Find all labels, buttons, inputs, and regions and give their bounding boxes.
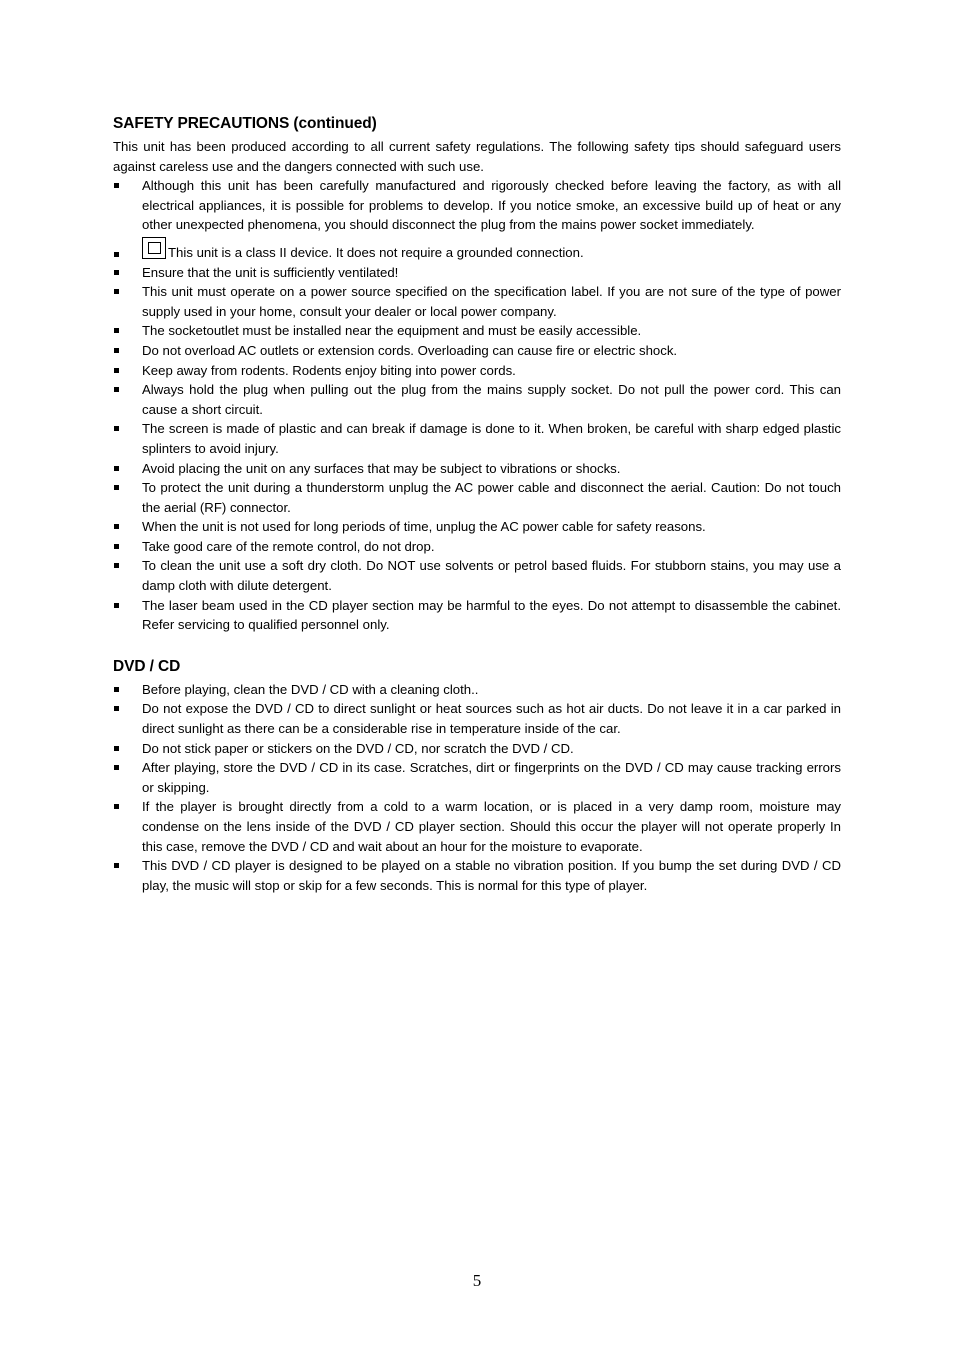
list-item: Before playing, clean the DVD / CD with a cleaning cloth.. <box>113 680 841 700</box>
bullet-icon <box>114 466 119 471</box>
bullet-icon <box>114 387 119 392</box>
bullet-icon <box>114 252 119 257</box>
bullet-icon <box>114 765 119 770</box>
list-item: This DVD / CD player is designed to be played on a stable no vibration position. If you bump the set during DVD / CD play, the music will stop or skip for a few seconds. This is normal for this type of player. <box>113 856 841 895</box>
bullet-icon <box>114 544 119 549</box>
list-item: If the player is brought directly from a cold to a warm location, or is placed in a very damp room, moisture may condense on the lens inside of the DVD / CD player section. Should this occur the player will not operate properly In this case, remove the DVD / CD and wait about an hour for the moisture to evaporate. <box>113 797 841 856</box>
list-item: After playing, store the DVD / CD in its case. Scratches, dirt or fingerprints on the DVD / CD may cause tracking errors or skipping. <box>113 758 841 797</box>
list-item: The laser beam used in the CD player section may be harmful to the eyes. Do not attempt to disassemble the cabinet. Refer servicing to qualified personnel only. <box>113 596 841 635</box>
list-item: Do not expose the DVD / CD to direct sunlight or heat sources such as hot air ducts. Do not leave it in a car parked in direct sunlight as there can be a considerable rise in temperature inside of the car. <box>113 699 841 738</box>
bullet-icon <box>114 687 119 692</box>
list-item: Take good care of the remote control, do not drop. <box>113 537 841 557</box>
section-title-safety-precautions: SAFETY PRECAUTIONS (continued) <box>113 115 377 132</box>
bullet-icon <box>114 328 119 333</box>
bullet-icon <box>114 426 119 431</box>
dvd-cd-list <box>113 680 841 896</box>
bullet-icon <box>114 183 119 188</box>
list-item: To clean the unit use a soft dry cloth. Do NOT use solvents or petrol based fluids. For stubborn stains, you may use a damp cloth with dilute detergent. <box>113 556 841 595</box>
list-item: Do not overload AC outlets or extension cords. Overloading can cause fire or electric shock. <box>113 341 841 361</box>
list-item: To protect the unit during a thunderstorm unplug the AC power cable and disconnect the aerial. Caution: Do not touch the aerial (RF) connector. <box>113 478 841 517</box>
class-ii-symbol-icon <box>142 237 166 259</box>
bullet-icon <box>114 270 119 275</box>
list-item: Do not stick paper or stickers on the DVD / CD, nor scratch the DVD / CD. <box>113 739 841 759</box>
list-item: The socketoutlet must be installed near the equipment and must be easily accessible. <box>113 321 841 341</box>
bullet-icon <box>114 746 119 751</box>
list-item: Ensure that the unit is sufficiently ventilated! <box>113 263 841 283</box>
list-item: This unit must operate on a power source specified on the specification label. If you are not sure of the type of power supply used in your home, consult your dealer or local power company. <box>113 282 841 321</box>
safety-precautions-list <box>113 176 841 635</box>
bullet-icon <box>114 368 119 373</box>
list-item: Although this unit has been carefully manufactured and rigorously checked before leaving the factory, as with all electrical appliances, it is possible for problems to develop. If you notice smoke, an excessive build up of heat or any other unexpected phenomena, you should disconnect the plug from the mains power socket immediately. <box>113 176 841 235</box>
section-title-dvd-cd: DVD / CD <box>113 657 181 675</box>
bullet-icon <box>114 863 119 868</box>
bullet-icon <box>114 524 119 529</box>
page-number: 5 <box>472 1271 482 1290</box>
document-page <box>113 114 841 895</box>
safety-intro-paragraph: This unit has been produced according to all current safety regulations. The following safety tips should safeguard users against careless use and the dangers connected with such use. <box>113 139 841 174</box>
bullet-icon <box>114 348 119 353</box>
bullet-icon <box>114 289 119 294</box>
bullet-icon <box>114 804 119 809</box>
bullet-icon <box>114 706 119 711</box>
list-item: Avoid placing the unit on any surfaces that may be subject to vibrations or shocks. <box>113 459 841 479</box>
list-item: Keep away from rodents. Rodents enjoy biting into power cords. <box>113 361 841 381</box>
bullet-icon <box>114 485 119 490</box>
bullet-icon <box>114 603 119 608</box>
list-item: The screen is made of plastic and can break if damage is done to it. When broken, be careful with sharp edged plastic splinters to avoid injury. <box>113 419 841 458</box>
list-item: This unit is a class II device. It does not require a grounded connection. <box>113 237 841 263</box>
list-item: When the unit is not used for long periods of time, unplug the AC power cable for safety reasons. <box>113 517 841 537</box>
list-item: Always hold the plug when pulling out the plug from the mains supply socket. Do not pull the power cord. This can cause a short circuit. <box>113 380 841 419</box>
bullet-icon <box>114 563 119 568</box>
